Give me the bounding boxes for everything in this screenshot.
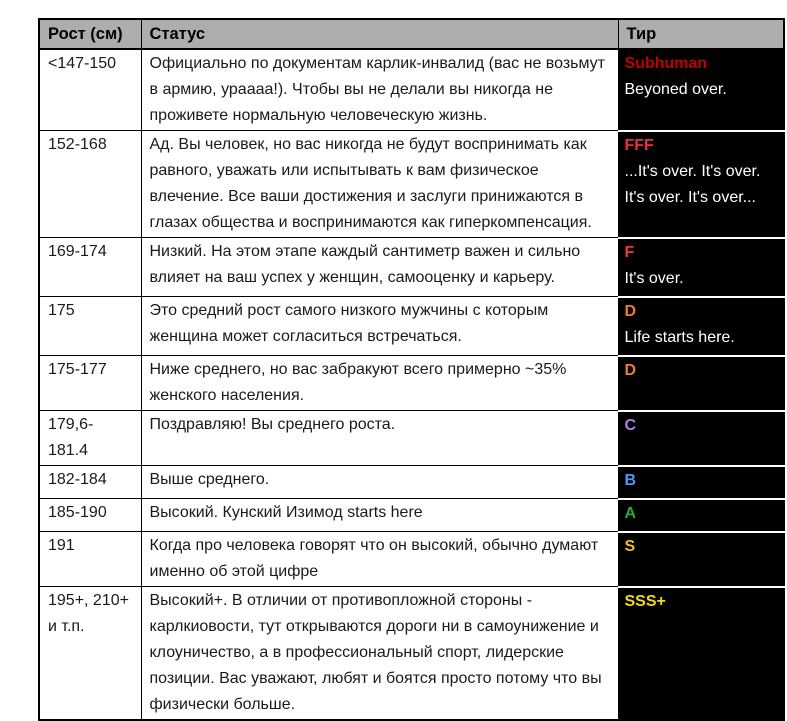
table-row	[39, 356, 784, 411]
height-tier-table	[38, 18, 785, 721]
table-row	[39, 49, 784, 131]
height-cell: <147-150	[39, 49, 141, 131]
tier-cell	[618, 466, 784, 499]
tier-label: F	[624, 243, 635, 261]
height-cell: 195+, 210+ и т.п.	[39, 587, 141, 721]
tier-note: ...It's over. It's over. It's over. It's over...	[624, 162, 761, 206]
tier-note: Life starts here.	[624, 328, 735, 346]
tier-cell	[618, 356, 784, 411]
table-row	[39, 466, 784, 499]
tier-cell	[618, 238, 784, 297]
status-cell: Официально по документам карлик-инвалид (вас не возьмут в армию, ураааа!). Чтобы вы не делали вы никогда не проживете нормальную человеческую жизнь.	[141, 49, 618, 131]
status-cell: Выше среднего.	[141, 466, 618, 499]
tier-label: FFF	[624, 136, 654, 154]
column-header-tier: Тир	[618, 19, 784, 49]
status-cell: Когда про человека говорят что он высокий, обычно думают именно об этой цифре	[141, 532, 618, 587]
height-cell: 175	[39, 297, 141, 356]
tier-label: D	[624, 302, 637, 320]
tier-cell	[618, 131, 784, 238]
height-cell: 175-177	[39, 356, 141, 411]
status-cell: Ад. Вы человек, но вас никогда не будут воспринимать как равного, уважать или испытывать к вам физическое влечение. Все ваши достижения и заслуги принижаются в глазах общества и воспринимаются как гиперкомпенсация.	[141, 131, 618, 238]
table-row	[39, 238, 784, 297]
header-row	[39, 19, 784, 49]
height-cell: 191	[39, 532, 141, 587]
tier-cell	[618, 297, 784, 356]
tier-cell	[618, 587, 784, 721]
tier-label: B	[624, 471, 637, 489]
status-cell: Высокий. Кунский Изимод starts here	[141, 499, 618, 532]
tier-cell	[618, 49, 784, 131]
status-cell: Это средний рост самого низкого мужчины с которым женщина может согласиться встречаться.	[141, 297, 618, 356]
height-cell: 169-174	[39, 238, 141, 297]
status-cell: Ниже среднего, но вас забракуют всего примерно ~35% женского населения.	[141, 356, 618, 411]
height-cell: 179,6-181.4	[39, 411, 141, 466]
tier-label: D	[624, 361, 637, 379]
column-header-height: Рост (см)	[39, 19, 141, 49]
tier-cell	[618, 411, 784, 466]
table-row	[39, 499, 784, 532]
height-cell: 182-184	[39, 466, 141, 499]
table-row	[39, 587, 784, 721]
table-row	[39, 532, 784, 587]
tier-label: SSS+	[624, 592, 666, 610]
tier-label: C	[624, 416, 637, 434]
height-cell: 185-190	[39, 499, 141, 532]
tier-label: Subhuman	[624, 55, 708, 72]
height-cell: 152-168	[39, 131, 141, 238]
column-header-status: Статус	[141, 19, 618, 49]
tier-note: It's over.	[624, 269, 684, 287]
table-row	[39, 131, 784, 238]
table-row	[39, 297, 784, 356]
tier-cell	[618, 499, 784, 532]
status-cell: Поздравляю! Вы среднего роста.	[141, 411, 618, 466]
table-row	[39, 411, 784, 466]
tier-cell	[618, 532, 784, 587]
status-cell: Высокий+. В отличии от противопложной стороны - карлкиовости, тут открываются дороги ни в самоунижение и клоуничество, а в профессиональный спорт, лидерские позиции. Вас уважают, любят и боятся просто потому что вы физически больше.	[141, 587, 618, 721]
status-cell: Низкий. На этом этапе каждый сантиметр важен и сильно влияет на ваш успех у женщин, самооценку и карьеру.	[141, 238, 618, 297]
tier-label: A	[624, 504, 637, 522]
tier-label: S	[624, 537, 636, 555]
tier-note: Beyoned over.	[624, 81, 727, 98]
